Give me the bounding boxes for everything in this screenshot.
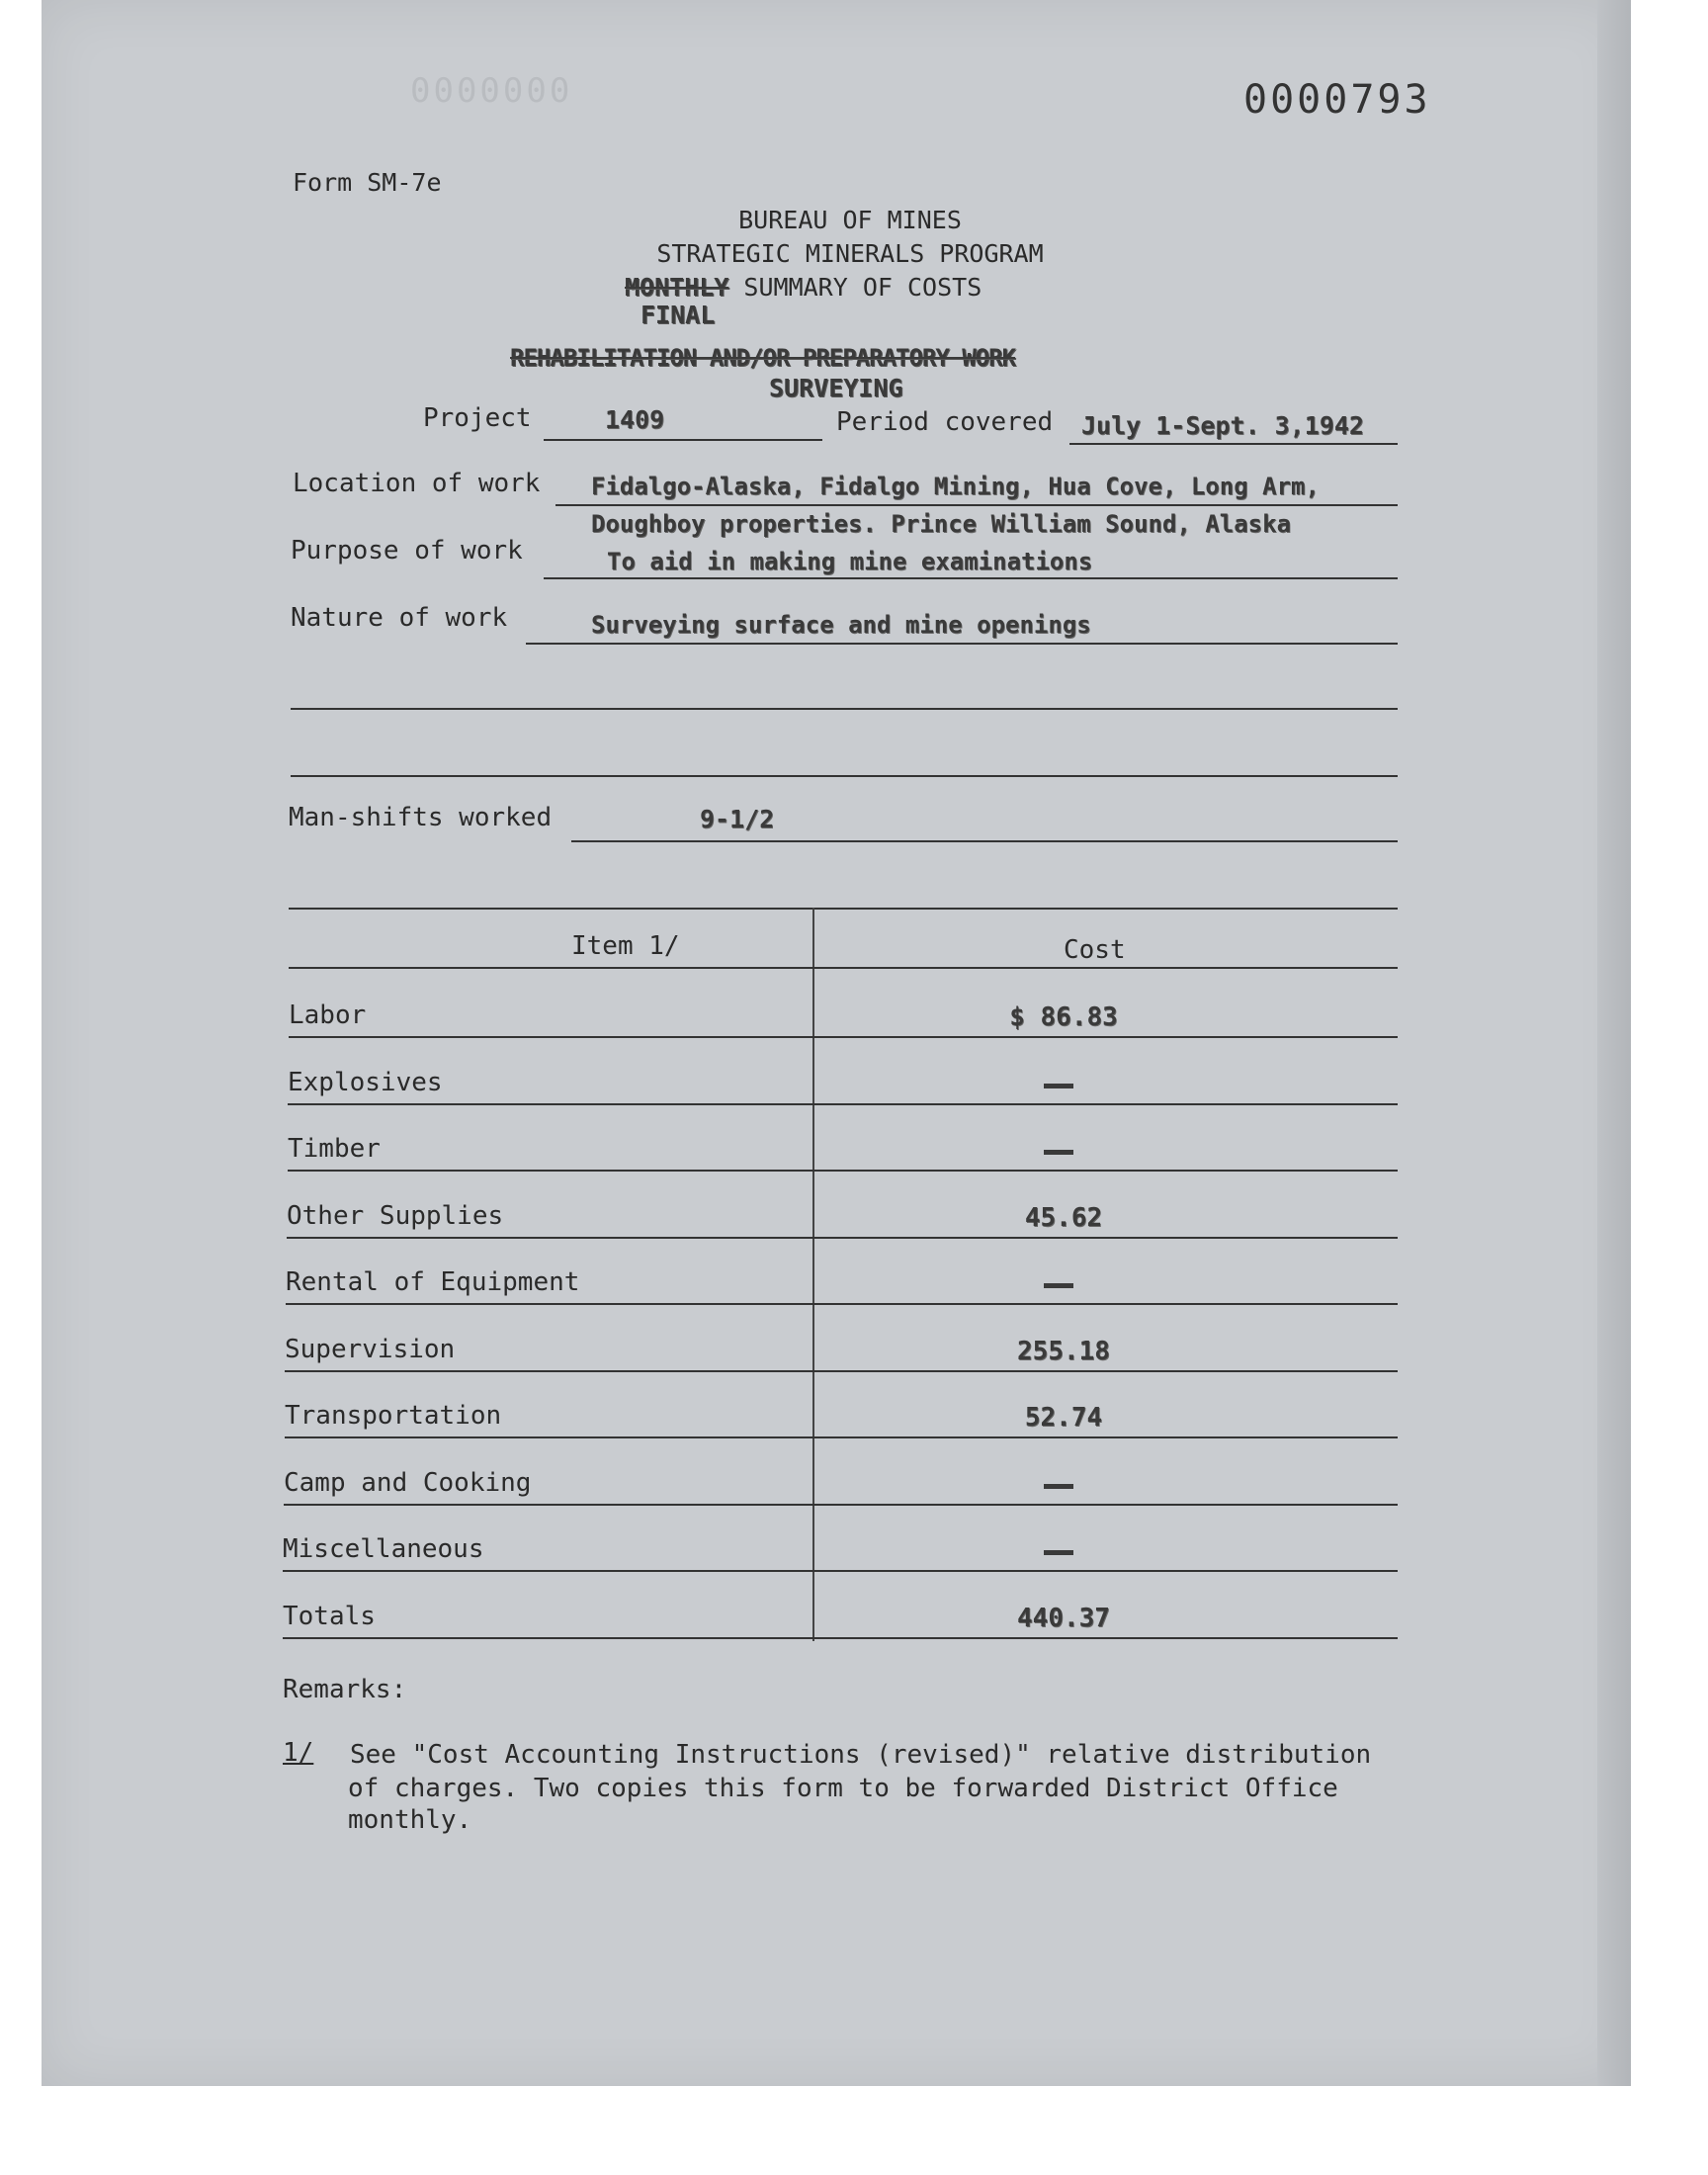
table-row-rule	[287, 1237, 1398, 1239]
table-header-item: Item 1/	[571, 931, 680, 961]
table-row-cost: 255.18	[1017, 1337, 1110, 1366]
location-label: Location of work	[293, 469, 541, 498]
table-row-item: Labor	[289, 1000, 367, 1030]
purpose-underline	[544, 577, 1398, 579]
period-label: Period covered	[836, 407, 1054, 437]
table-row-item: Rental of Equipment	[286, 1267, 580, 1297]
table-row-item: Totals	[283, 1602, 376, 1631]
table-row-rule	[285, 1370, 1398, 1372]
table-row-item: Explosives	[288, 1068, 443, 1097]
form-id: Form SM-7e	[293, 168, 442, 197]
nature-label: Nature of work	[291, 603, 508, 633]
table-row-cost-dash	[1044, 1150, 1073, 1155]
blank-line-1	[291, 708, 1398, 710]
location-line-1: Fidalgo-Alaska, Fidalgo Mining, Hua Cove, Long Arm,	[591, 473, 1320, 500]
header-line-3	[625, 273, 982, 302]
table-row-cost-dash	[1044, 1283, 1073, 1288]
location-line-2: Doughboy properties. Prince William Sound, Alaska	[591, 510, 1292, 538]
period-underline	[1069, 443, 1398, 445]
manshifts-underline	[571, 840, 1398, 842]
table-row-rule	[283, 1637, 1398, 1639]
sheet-edge	[1597, 0, 1631, 2086]
table-row-item: Camp and Cooking	[284, 1468, 532, 1498]
manshifts-value: 9-1/2	[700, 805, 775, 833]
purpose-label: Purpose of work	[291, 536, 523, 566]
table-row-cost: 440.37	[1017, 1604, 1110, 1633]
table-row-item: Transportation	[285, 1401, 502, 1431]
table-row-rule	[283, 1570, 1398, 1572]
table-row-item: Other Supplies	[287, 1201, 504, 1231]
table-row-rule	[289, 1036, 1398, 1038]
table-row-rule	[288, 1170, 1398, 1172]
table-row-rule	[286, 1303, 1398, 1305]
project-label: Project	[423, 403, 532, 433]
header-line-2: STRATEGIC MINERALS PROGRAM	[656, 239, 1044, 268]
work-type: SURVEYING	[769, 374, 903, 402]
final-label: FINAL	[640, 301, 716, 329]
summary-of-costs: SUMMARY OF COSTS	[743, 273, 982, 302]
table-header-rule	[289, 967, 1398, 969]
remarks-line-3: monthly.	[348, 1805, 472, 1835]
table-column-divider	[812, 908, 814, 1641]
table-row-cost-dash	[1044, 1084, 1073, 1088]
header-line-1: BUREAU OF MINES	[738, 206, 962, 234]
blank-line-2	[291, 775, 1398, 777]
table-row-item: Timber	[288, 1134, 381, 1164]
table-row-rule	[288, 1103, 1398, 1105]
nature-value: Surveying surface and mine openings	[591, 611, 1091, 639]
remarks-line-2: of charges. Two copies this form to be forwarded District Office	[348, 1774, 1338, 1803]
table-row-cost-dash	[1044, 1484, 1073, 1489]
struck-monthly: MONTHLY	[625, 273, 729, 302]
period-value: July 1-Sept. 3,1942	[1081, 411, 1364, 440]
footnote-marker: 1/	[283, 1738, 314, 1768]
table-row-cost-dash	[1044, 1550, 1073, 1555]
table-row-cost: 52.74	[1024, 1403, 1103, 1433]
remarks-line-1: See "Cost Accounting Instructions (revised)" relative distribution	[350, 1740, 1372, 1770]
nature-underline	[526, 643, 1398, 645]
manshifts-label: Man-shifts worked	[289, 803, 553, 832]
ghost-number-impression: 0000000	[410, 71, 573, 111]
purpose-value: To aid in making mine examinations	[607, 548, 1093, 575]
struck-work-line: REHABILITATION AND/OR PREPARATORY WORK	[510, 344, 1016, 372]
table-top-rule	[289, 908, 1398, 910]
location-underline	[555, 504, 1398, 506]
table-row-item: Miscellaneous	[283, 1534, 484, 1564]
project-underline	[544, 439, 822, 441]
project-value: 1409	[605, 405, 665, 434]
document-number: 0000793	[1243, 77, 1431, 123]
table-row-item: Supervision	[285, 1335, 456, 1364]
table-row-cost: $ 86.83	[1009, 1002, 1118, 1032]
remarks-label: Remarks:	[283, 1675, 407, 1704]
table-header-cost: Cost	[1064, 935, 1126, 965]
table-row-rule	[285, 1436, 1398, 1438]
table-row-cost: 45.62	[1024, 1203, 1103, 1233]
table-row-rule	[284, 1504, 1398, 1506]
